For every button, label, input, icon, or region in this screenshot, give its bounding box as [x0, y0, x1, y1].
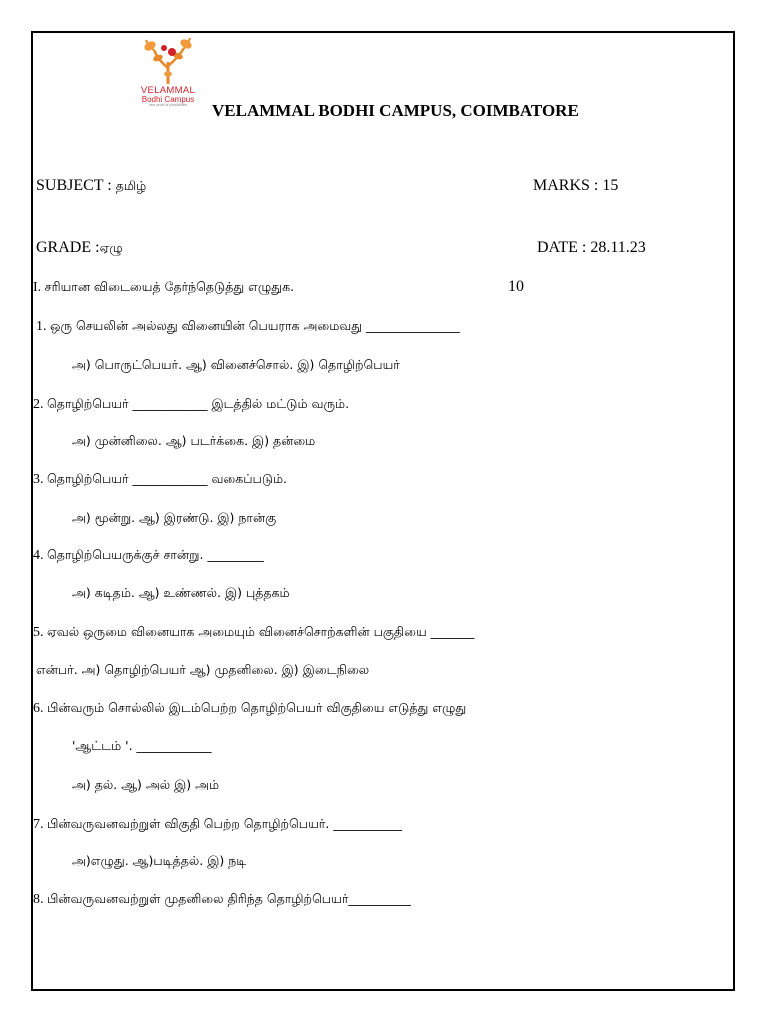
question-number: 8. — [33, 892, 47, 907]
subject-label: SUBJECT : — [36, 177, 116, 194]
section-heading — [33, 279, 294, 296]
question-4-options: அ) கடிதம். ஆ) உண்ணல். இ) புத்தகம் — [72, 585, 290, 600]
question-text: தொழிற்பெயர் ____________ வகைப்படும். — [47, 471, 288, 486]
question-number: 6. — [33, 701, 47, 716]
question-6-options: அ) தல். ஆ) அல் இ) அம் — [72, 777, 220, 792]
question-1 — [36, 318, 460, 335]
question-number: 7. — [33, 817, 47, 832]
section-prefix: I. — [33, 280, 45, 295]
question-2-options: அ) முன்னிலை. ஆ) படர்க்கை. இ) தன்மை — [72, 433, 316, 448]
question-7-options: அ)எழுது. ஆ)படித்தல். இ) நடி — [72, 853, 247, 868]
question-text: ஒரு செயலின் அல்லது வினையின் பெயராக அமைவது _______________ — [50, 318, 460, 333]
question-3-options: அ) மூன்று. ஆ) இரண்டு. இ) நான்கு — [72, 510, 277, 525]
question-text: பின்வரும் சொல்லில் இடம்பெற்ற தொழிற்பெயர் விகுதியை எடுத்து எழுது — [47, 700, 467, 715]
question-5 — [33, 624, 474, 641]
question-number: 5. — [33, 625, 47, 640]
question-5-options: என்பர். அ) தொழிற்பெயர் ஆ) முதனிலை. இ) இடைநிலை — [36, 662, 370, 677]
school-logo — [128, 34, 208, 116]
question-text: தொழிற்பெயர் ____________ இடத்தில் மட்டும் வரும். — [47, 396, 350, 411]
grade-value: ஏழு — [99, 240, 123, 255]
question-text: ஏவல் ஒருமை வினையாக அமையும் வினைச்சொற்களின் பகுதியை _______ — [47, 624, 475, 639]
subject-line — [36, 177, 146, 195]
grade-line — [36, 239, 123, 257]
logo-name: VELAMMAL — [140, 85, 196, 96]
question-6-subline: 'ஆட்டம் '. ____________ — [72, 738, 212, 753]
subject-value: தமிழ் — [115, 178, 147, 193]
tree-logo-icon — [128, 34, 208, 86]
question-3 — [33, 471, 287, 488]
logo-subtitle: Bodhi Campus — [141, 94, 195, 104]
date-label: DATE : 28.11.23 — [537, 239, 646, 256]
question-8 — [33, 891, 411, 908]
question-6 — [33, 700, 466, 717]
section-title: சரியான விடையைத் தேர்ந்தெடுத்து எழுதுக. — [44, 279, 295, 294]
logo-tagline: new world of possibilities — [148, 102, 188, 107]
question-4 — [33, 547, 264, 564]
question-text: தொழிற்பெயருக்குச் சான்று. _________ — [47, 547, 264, 562]
question-number: 2. — [33, 397, 47, 412]
question-text: பின்வருவனவற்றுள் விகுதி பெற்ற தொழிற்பெயர். ___________ — [47, 816, 403, 831]
question-number: 4. — [33, 548, 47, 563]
question-number: 3. — [33, 472, 47, 487]
question-number: 1. — [36, 319, 50, 334]
grade-label: GRADE : — [36, 239, 100, 256]
question-7 — [33, 816, 402, 833]
question-text: பின்வருவனவற்றுள் முதனிலை திரிந்த தொழிற்பெயர்__________ — [47, 891, 411, 906]
question-1-options: அ) பொருட்பெயர். ஆ) வினைச்சொல். இ) தொழிற்பெயர் — [72, 357, 400, 372]
section-marks: 10 — [508, 278, 524, 295]
question-2 — [33, 396, 349, 413]
marks-label: MARKS : 15 — [533, 177, 619, 194]
school-title: VELAMMAL BODHI CAMPUS, COIMBATORE — [212, 101, 579, 120]
